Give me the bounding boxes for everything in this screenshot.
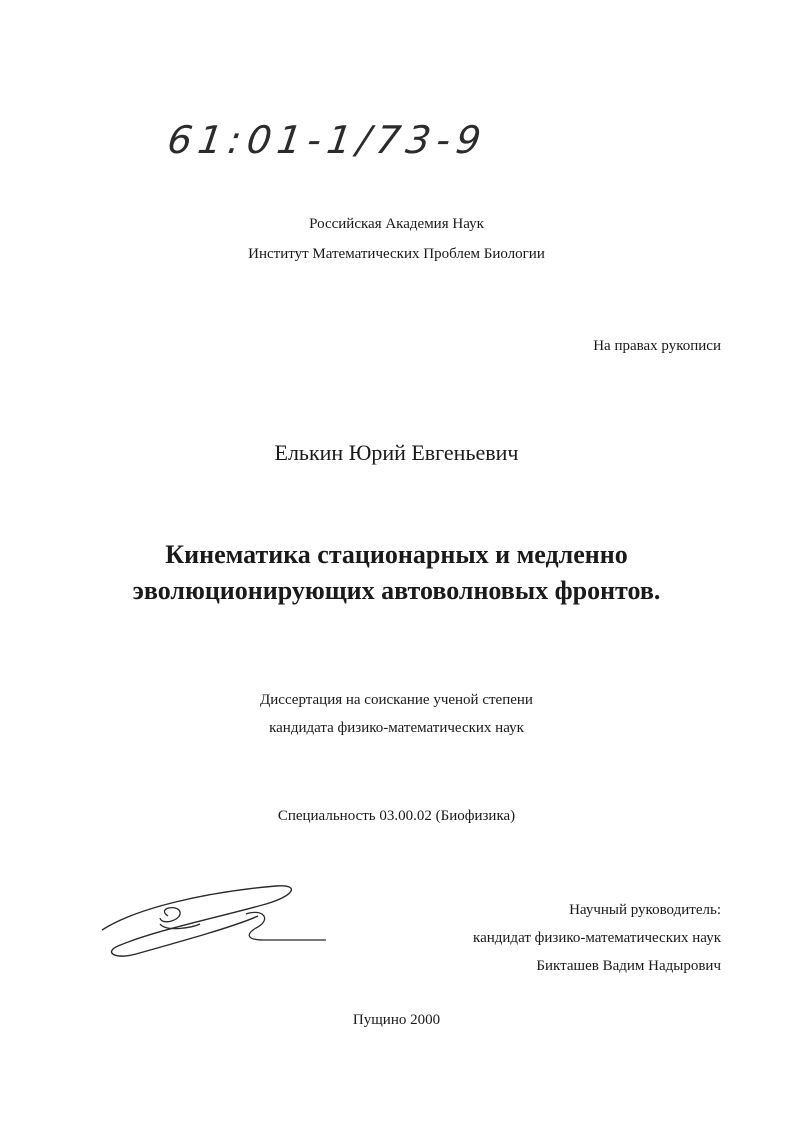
specialty: Специальность 03.00.02 (Биофизика) (277, 808, 516, 824)
thesis-title-line-2: эволюционирующих автоволновых фронтов. (132, 576, 661, 605)
supervisor-label: Научный руководитель: (569, 902, 721, 918)
degree-line-2: кандидата физико-математических наук (269, 720, 524, 736)
academy-name: Российская Академия Наук (309, 216, 484, 232)
author-name: Елькин Юрий Евгеньевич (274, 440, 519, 465)
degree-line-1: Диссертация на соискание ученой степени (260, 692, 533, 708)
thesis-title-line-1: Кинематика стационарных и медленно (165, 540, 628, 569)
manuscript-rights-note: На правах рукописи (593, 338, 721, 354)
institute-name: Институт Математических Проблем Биологии (248, 246, 545, 262)
place-and-year: Пущино 2000 (352, 1012, 441, 1028)
supervisor-degree: кандидат физико-математических наук (473, 930, 721, 946)
supervisor-name: Бикташев Вадим Надырович (536, 958, 721, 974)
signature-mark (96, 878, 336, 970)
handwritten-catalog-number: 61:01-1/73-9 (164, 118, 490, 162)
